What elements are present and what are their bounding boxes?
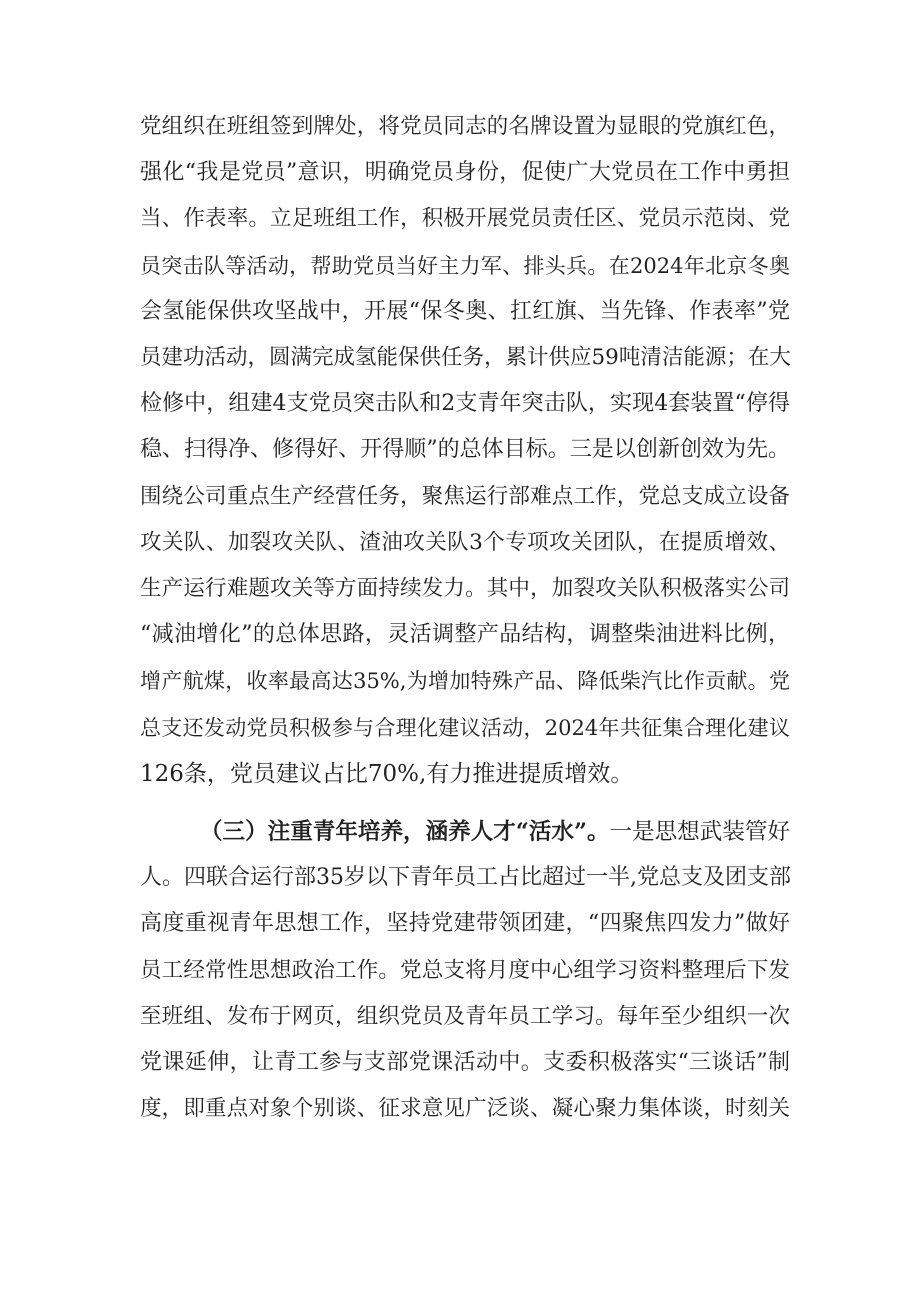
text-line: 员建功活动，圆满完成氢能保供任务，累计供应59吨清洁能源；在大: [140, 345, 791, 370]
text-line: 126条，党员建议占比70%,有力推进提质增效。: [140, 760, 634, 787]
text-line: 高度重视青年思想工作，坚持党建带领团建，“四聚焦四发力”做好: [140, 911, 790, 937]
text-line: 至班组、发布于网页，组织党员及青年员工学习。每年至少组织一次: [140, 1003, 790, 1029]
text-line: 增产航煤，收率最高达35%,为增加特殊产品、降低柴汽比作贡献。党: [140, 669, 790, 694]
text-line: 员工经常性思想政治工作。党总支将月度中心组学习资料整理后下发: [140, 957, 790, 983]
text-line: 稳、扫得净、修得好、开得顺”的总体目标。三是以创新创效为先。: [140, 437, 790, 463]
text-line: 党组织在班组签到牌处，将党员同志的名牌设置为显眼的党旗红色，: [140, 114, 790, 139]
text-line: 生产运行难题攻关等方面持续发力。其中，加裂攻关队积极落实公司: [140, 576, 790, 601]
text-line: 攻关队、加裂攻关队、渣油攻关队3个专项攻关团队，在提质增效、: [140, 529, 790, 555]
text-line: “减油增化”的总体思路，灵活调整产品结构，调整柴油进料比例，: [140, 622, 790, 648]
text-line: 员突击队等活动，帮助党员当好主力军、排头兵。在2024年北京冬奥: [140, 253, 790, 278]
text-line: 检修中，组建4支党员突击队和2支青年突击队，实现4套装置“停得: [140, 391, 790, 417]
text-line: 当、作表率。立足班组工作，积极开展党员责任区、党员示范岗、党: [140, 206, 790, 232]
text-line: 会氢能保供攻坚战中，开展“保冬奥、扛红旗、当先锋、作表率”党: [140, 298, 790, 324]
paragraph-text: 一是思想武装管好: [609, 819, 790, 845]
section-heading: （三）注重青年培养，涵养人才“活水”。: [200, 819, 610, 845]
text-line: 总支还发动党员积极参与合理化建议活动，2024年共征集合理化建议: [140, 715, 790, 740]
paragraph-2-first-line: [200, 809, 790, 855]
text-line: 人。四联合运行部35岁以下青年员工占比超过一半,党总支及团支部: [140, 865, 791, 891]
text-line: 强化“我是党员”意识，明确党员身份，促使广大党员在工作中勇担: [140, 160, 790, 186]
text-line: 围绕公司重点生产经营任务，聚焦运行部难点工作，党总支成立设备: [140, 483, 790, 509]
text-line: 党课延伸，让青工参与支部党课活动中。支委积极落实“三谈话”制: [140, 1050, 790, 1075]
text-line: 度，即重点对象个别谈、征求意见广泛谈、凝心聚力集体谈，时刻关: [140, 1096, 790, 1122]
